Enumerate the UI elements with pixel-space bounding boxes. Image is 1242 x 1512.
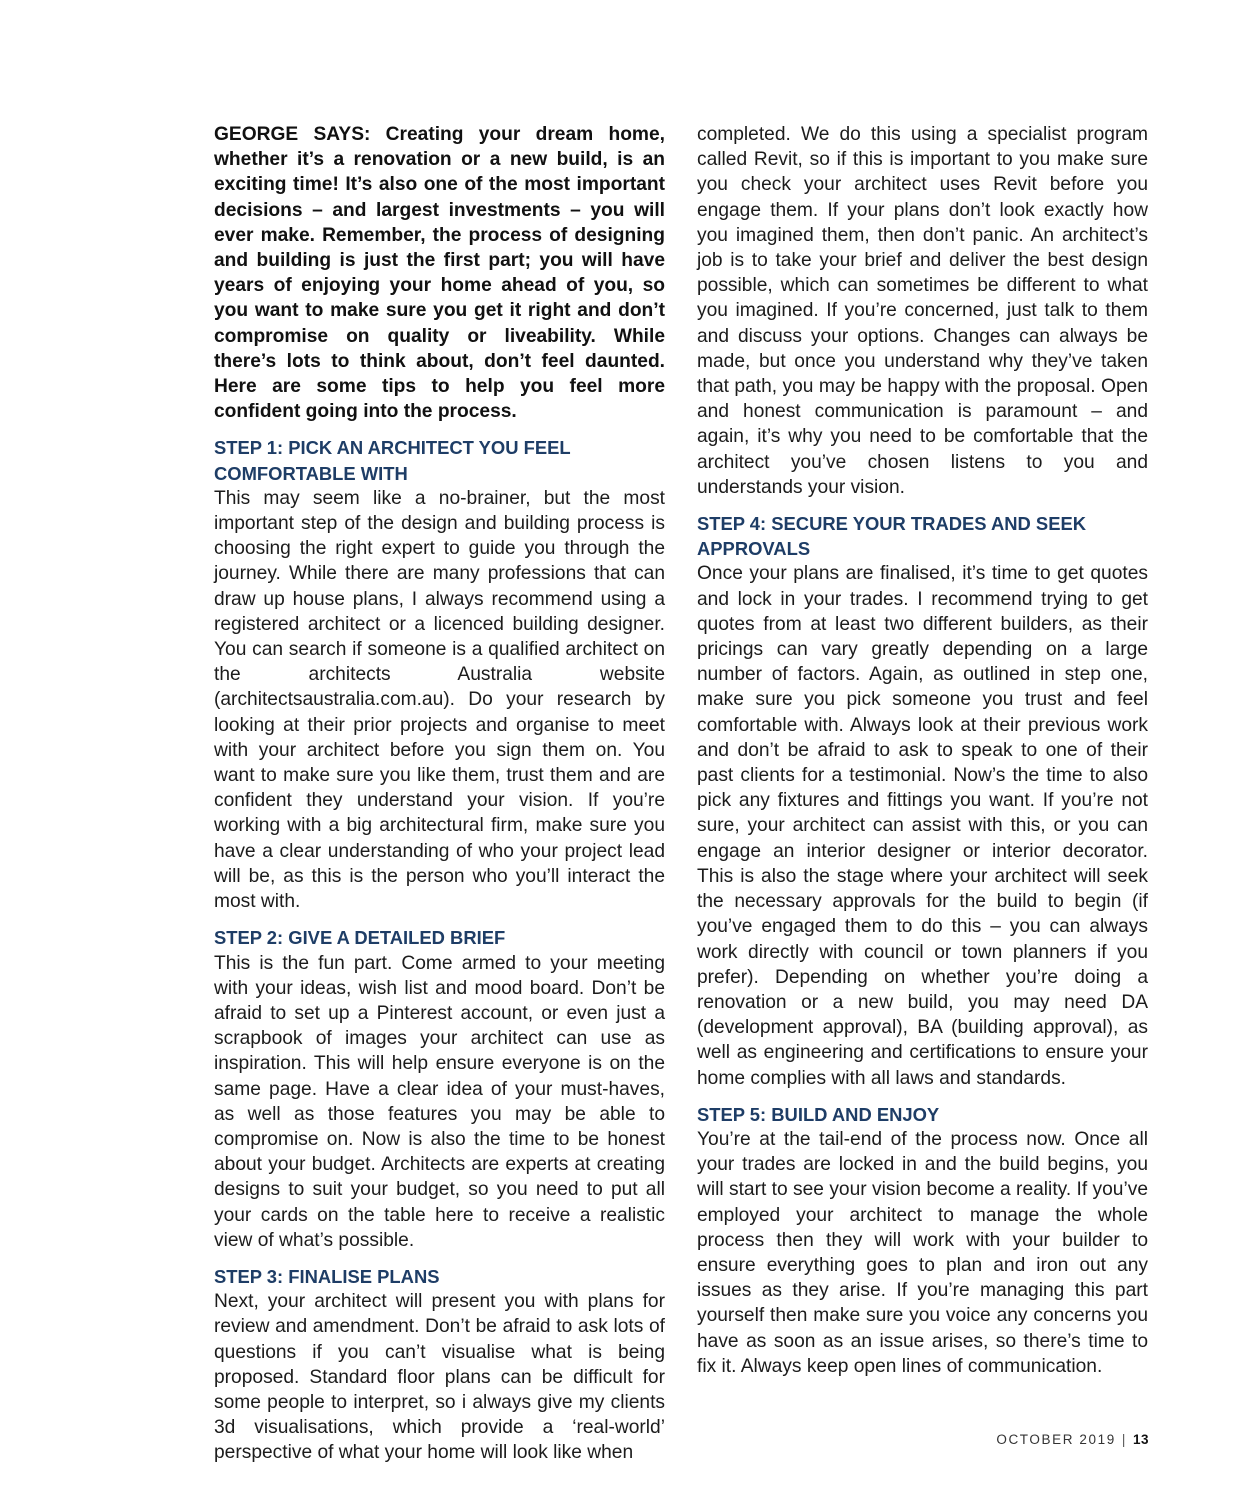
step-2-heading: STEP 2: GIVE A DETAILED BRIEF (214, 927, 506, 949)
page-number: 13 (1132, 1432, 1149, 1447)
step-2-body: This is the fun part. Come armed to your meeting with your ideas, wish list and mood board. Don’t be afraid to set up a Pinterest account, or even just a scrapbook of images your architect can use as inspiration. This will help ensure everyone is on the same page. Have a clear idea of your must-haves, as well as those features you may be able to compromise on. Now is also the time to be honest about your budget. Architects are experts at creating designs to suit your budget, so you need to put all your cards on the table here to receive a realistic view of what’s possible. (214, 952, 665, 1251)
issue-date: OCTOBER 2019 (996, 1432, 1116, 1447)
step-3-heading: STEP 3: FINALISE PLANS (214, 1265, 440, 1287)
step-3-body: Next, your architect will present you with plans for review and amendment. Don’t be afraid to ask lots of questions if you can’t visualise what is being proposed. Standard floor plans can be difficult for some people to interpret, so i always give my clients 3d visualisations, which provide a ‘real-world’ perspective of what your home will look like when (214, 1291, 665, 1464)
footer-separator: | (1121, 1432, 1127, 1447)
intro-paragraph: GEORGE SAYS: Creating your dream home, whether it’s a renovation or a new build, is an exciting time! It’s also one of the most important decisions – and largest investments – you will ever make. Remember, the process of designing and building is just the first part; you will have years of enjoying your home ahead of you, so you want to make sure you get it right and don’t compromise on quality or liveability. While there’s lots to think about, don’t feel daunted. Here are some tips to help you feel more confident going into the process. (214, 124, 665, 423)
step-4-heading: STEP 4: SECURE YOUR TRADES AND SEEK APPROVALS (697, 513, 1087, 560)
left-column (214, 122, 665, 1466)
step-5-heading: STEP 5: BUILD AND ENJOY (697, 1103, 940, 1125)
step-1-body: This may seem like a no-brainer, but the most important step of the design and building process is choosing the right expert to guide you through the journey. While there are many professions that can draw up house plans, I always recommend using a registered architect or a licenced building designer. You can search if someone is a qualified architect on the architects Australia website (architectsaustralia.com.au). Do your research by looking at their prior projects and organise to meet with your architect before you sign them on. You want to make sure you like them, trust them and are confident they understand your vision. If you’re working with a big architectural firm, make sure you have a clear understanding of who your project lead will be, as this is the person who you’ll interact the most with. (214, 487, 665, 913)
step-4-body: Once your plans are finalised, it’s time to get quotes and lock in your trades. I recommend trying to get quotes from at least two different builders, as their pricings can vary greatly depending on a large number of factors. Again, as outlined in step one, make sure you pick someone you trust and feel comfortable with. Always look at their previous work and don’t be afraid to ask to speak to one of their past clients for a testimonial. Now’s the time to also pick any fixtures and fittings you want. If you’re not sure, your architect can assist with this, or you can engage an interior designer or interior decorator. This is also the stage where your architect will seek the necessary approvals for the build to begin (if you’ve engaged them to do this – you can always work directly with council or town planners if you prefer). Depending on whether you’re doing a renovation or a new build, you may need DA (development approval), BA (building approval), as well as engineering and certifications to ensure your home complies with all laws and standards. (697, 563, 1148, 1089)
step-1-heading: STEP 1: PICK AN ARCHITECT YOU FEEL COMFORTABLE WITH (214, 437, 571, 484)
step-3-body-continued: completed. We do this using a specialist program called Revit, so if this is important to you make sure you check your architect uses Revit before you engage them. If your plans don’t look exactly how you imagined them, then don’t panic. An architect’s job is to take your brief and deliver the best design possible, which can sometimes be different to what you imagined. If you’re concerned, just talk to them and discuss your options. Changes can always be made, but once you understand why they’ve taken that path, you may be happy with the proposal. Open and honest communication is paramount – and again, it’s why you need to be comfortable that the architect you’ve chosen listens to you and understands your vision. (697, 124, 1148, 498)
right-column (697, 122, 1148, 1379)
step-5-body: You’re at the tail-end of the process now. Once all your trades are locked in and the build begins, you will start to see your vision become a reality. If you’ve employed your architect to manage the whole process then they will work with your builder to ensure everything goes to plan and iron out any issues as they arise. If you’re managing this part yourself then make sure you voice any concerns you have as soon as an issue arises, so there’s time to fix it. Always keep open lines of communication. (697, 1128, 1148, 1377)
page-footer (996, 1432, 1149, 1447)
